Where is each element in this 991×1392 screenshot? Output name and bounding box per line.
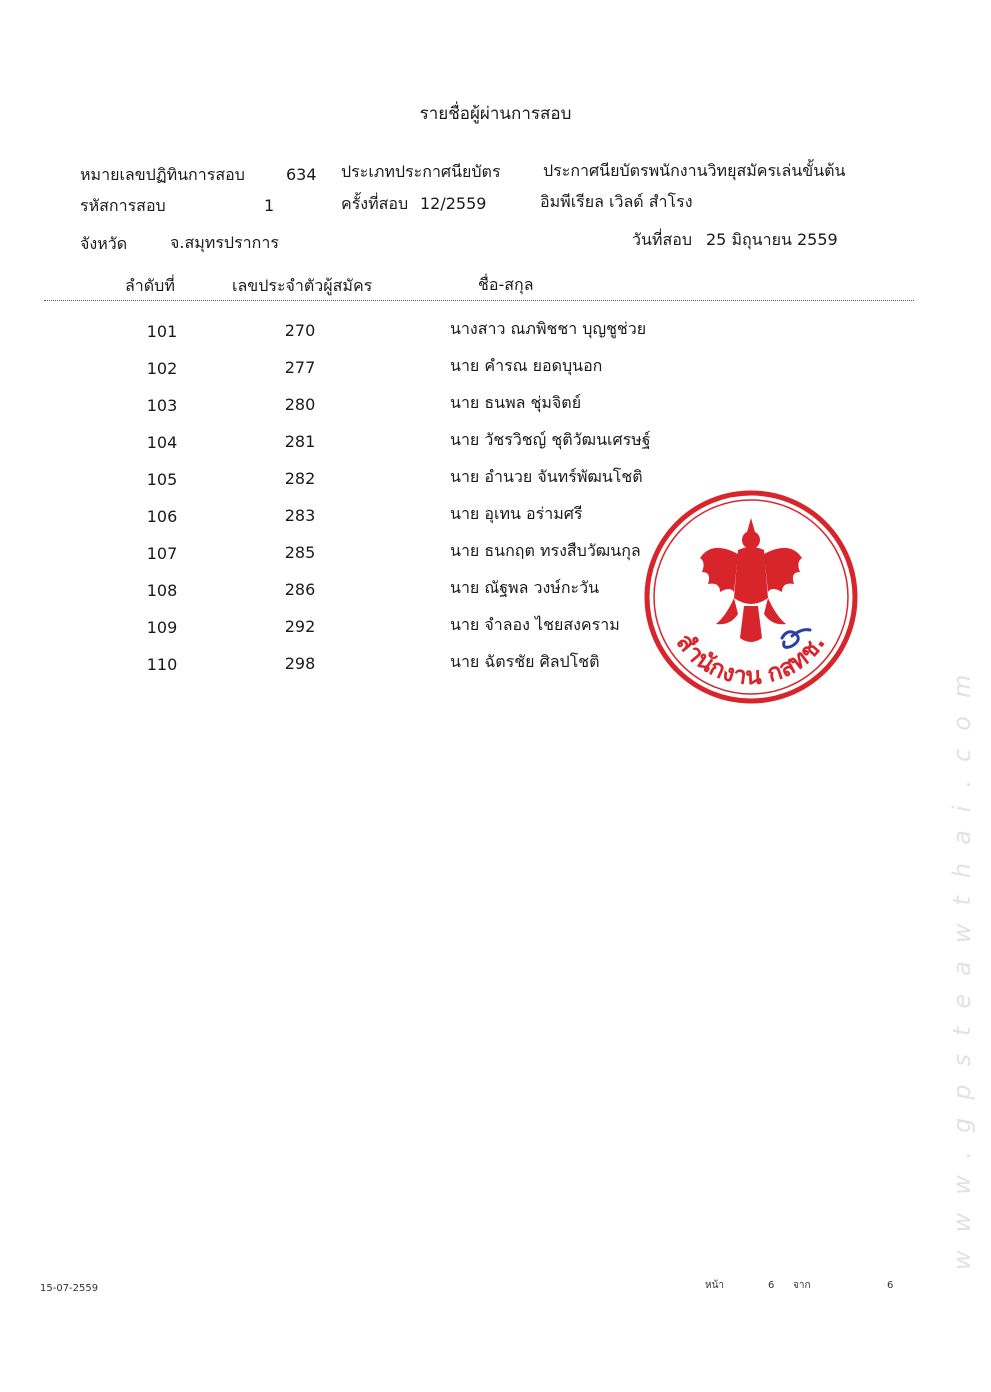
province-value: จ.สมุทรปราการ xyxy=(170,233,279,252)
table-row-name: นาย จำลอง ไชยสงคราม xyxy=(450,615,620,634)
table-row-seq: 106 xyxy=(146,507,178,526)
table-row-id: 283 xyxy=(284,506,316,525)
exam-date-label: วันที่สอบ xyxy=(632,230,692,249)
table-row-name: นาย อำนวย จันทร์พัฒนโชติ xyxy=(450,467,643,486)
exam-code-value: 1 xyxy=(264,196,275,215)
table-row-seq: 103 xyxy=(146,396,178,415)
page-of-label: จาก xyxy=(793,1280,811,1291)
table-row-id: 281 xyxy=(284,432,316,451)
exam-venue: อิมพีเรียล เวิลด์ สำโรง xyxy=(540,192,693,211)
table-row-seq: 101 xyxy=(146,322,178,341)
table-row-name: นาย ธนพล ชุ่มจิตย์ xyxy=(450,393,582,412)
certificate-type-label: ประเภทประกาศนียบัตร xyxy=(341,162,501,181)
table-row-seq: 108 xyxy=(146,581,178,600)
table-row-name: นาย อุเทน อร่ามศรี xyxy=(450,504,583,523)
page-title: รายชื่อผู้ผ่านการสอบ xyxy=(419,104,572,124)
exam-code-label: รหัสการสอบ xyxy=(80,196,166,215)
exam-date-value: 25 มิถุนายน 2559 xyxy=(706,230,838,249)
table-row-name: นาย ฉัตรชัย ศิลปโชติ xyxy=(450,652,600,671)
table-row-id: 282 xyxy=(284,469,316,488)
table-row-seq: 104 xyxy=(146,433,178,452)
table-row-seq: 107 xyxy=(146,544,178,563)
table-row-seq: 110 xyxy=(146,655,178,674)
header-divider xyxy=(44,300,914,301)
watermark-text: www.gpsteawthai.com xyxy=(948,656,976,1270)
table-row-name: นาย ณัฐพล วงษ์กะวัน xyxy=(450,578,600,597)
column-header-seq: ลำดับที่ xyxy=(125,276,175,295)
exam-round-value: 12/2559 xyxy=(420,194,487,213)
footer-date: 15-07-2559 xyxy=(40,1283,99,1294)
column-header-name: ชื่อ-สกุล xyxy=(478,275,534,294)
table-row-name: นาย ธนกฤต ทรงสืบวัฒนกุล xyxy=(450,541,641,560)
garuda-emblem-icon xyxy=(700,518,802,642)
table-row-id: 292 xyxy=(284,617,316,636)
table-row-name: นาย วัชรวิชญ์ ชุติวัฒนเศรษฐ์ xyxy=(450,430,651,449)
table-row-id: 285 xyxy=(284,543,316,562)
table-row-name: นาย คำรณ ยอดบุนอก xyxy=(450,356,603,375)
schedule-label: หมายเลขปฏิทินการสอบ xyxy=(80,165,245,184)
page-current: 6 xyxy=(768,1280,775,1291)
certificate-type-value: ประกาศนียบัตรพนักงานวิทยุสมัครเล่นขั้นต้น xyxy=(543,161,846,180)
page-total: 6 xyxy=(887,1280,894,1291)
table-row-seq: 105 xyxy=(146,470,178,489)
table-row-id: 298 xyxy=(284,654,316,673)
schedule-value: 634 xyxy=(286,165,317,184)
official-stamp xyxy=(642,488,860,706)
table-row-id: 280 xyxy=(284,395,316,414)
table-row-name: นางสาว ณภพิชชา บุญชูช่วย xyxy=(450,319,647,338)
column-header-applicant-id: เลขประจำตัวผู้สมัคร xyxy=(232,276,373,295)
table-row-id: 277 xyxy=(284,358,316,377)
exam-round-label: ครั้งที่สอบ xyxy=(341,194,409,213)
stamp-text: สำนักงาน กสทช. xyxy=(670,628,831,691)
table-row-id: 270 xyxy=(284,321,316,340)
table-row-seq: 109 xyxy=(146,618,178,637)
table-row-seq: 102 xyxy=(146,359,178,378)
page-label: หน้า xyxy=(705,1280,725,1291)
province-label: จังหวัด xyxy=(80,234,128,253)
table-row-id: 286 xyxy=(284,580,316,599)
